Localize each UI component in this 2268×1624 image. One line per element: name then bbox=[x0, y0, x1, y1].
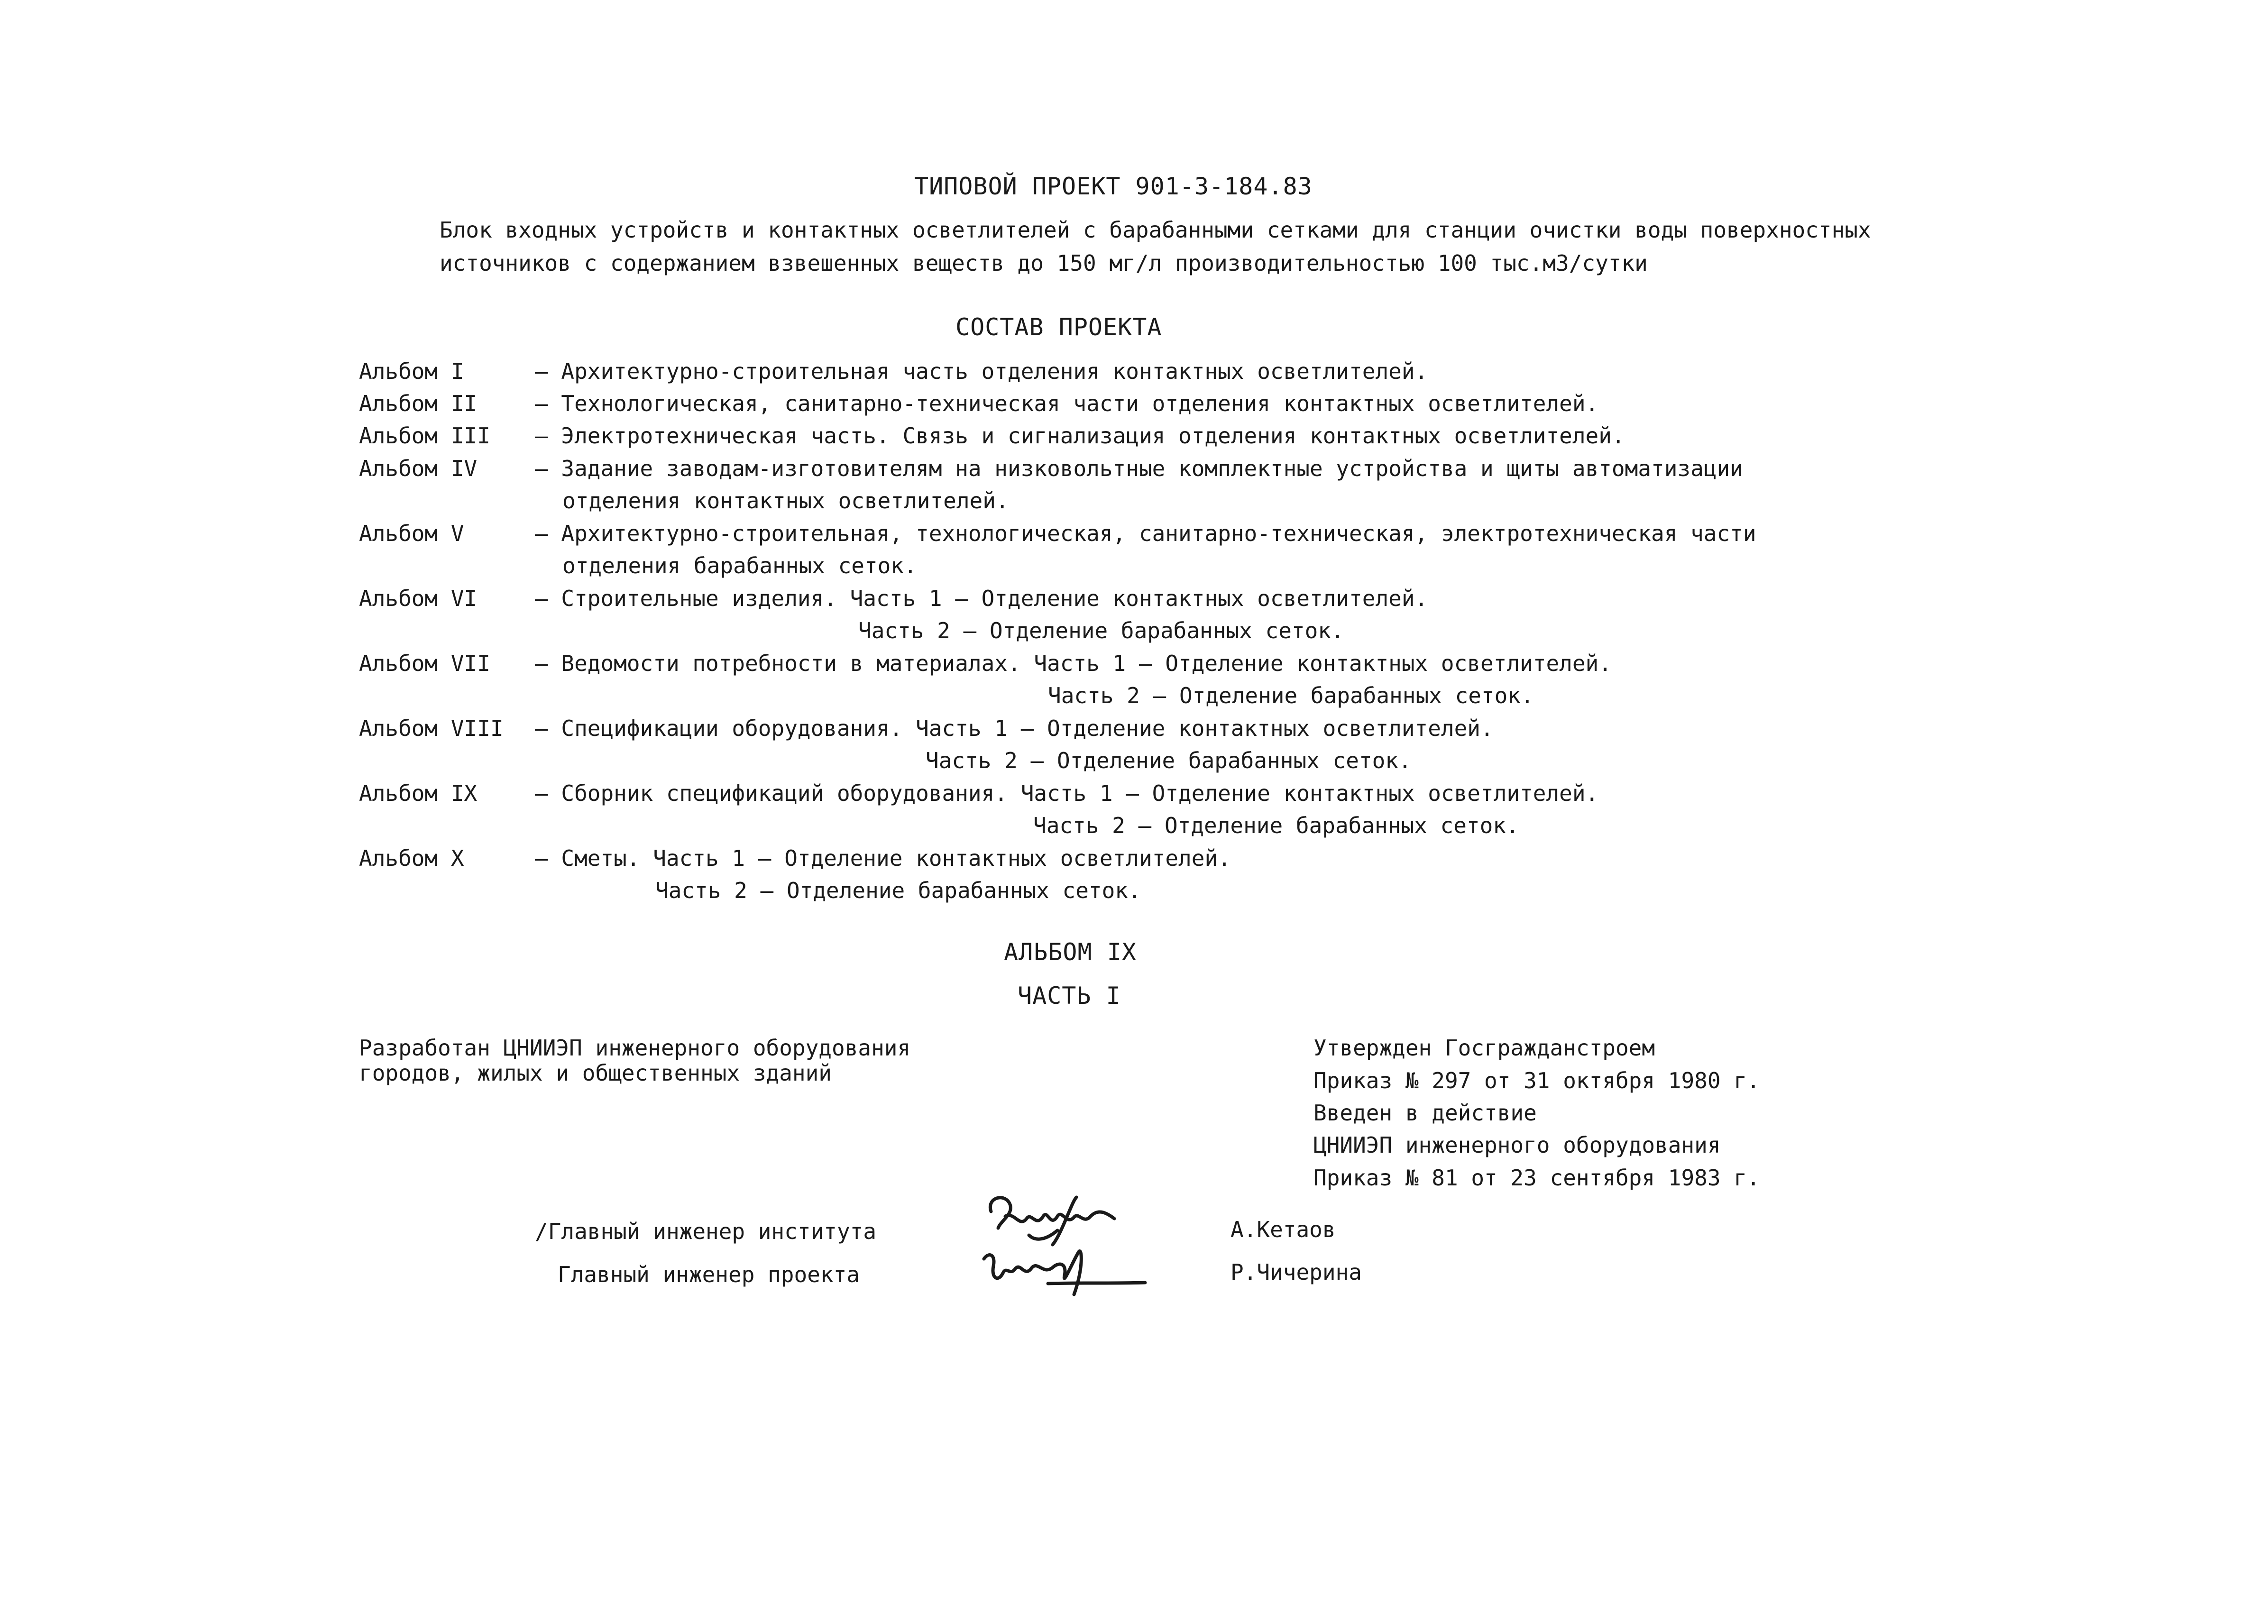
album-label: Альбом II bbox=[359, 391, 477, 416]
project-description-line-1: Блок входных устройств и контактных осветлителей с барабанными сетками для станции очистки воды поверхностных bbox=[440, 217, 1871, 243]
current-part-title: ЧАСТЬ I bbox=[1018, 982, 1121, 1009]
album-description: – Ведомости потребности в материалах. Часть 1 – Отделение контактных осветлителей. bbox=[535, 651, 1612, 676]
album-description: – Строительные изделия. Часть 1 – Отделение контактных осветлителей. bbox=[535, 586, 1428, 611]
signature-name: Р.Чичерина bbox=[1230, 1259, 1362, 1285]
album-description: – Сборник спецификаций оборудования. Часть 1 – Отделение контактных осветлителей. bbox=[535, 780, 1599, 806]
developer-line-1: Разработан ЦНИИЭП инженерного оборудования bbox=[359, 1035, 911, 1061]
album-description: – Сметы. Часть 1 – Отделение контактных осветлителей. bbox=[535, 845, 1231, 871]
album-label: Альбом X bbox=[359, 845, 464, 871]
album-description-continued: Часть 2 – Отделение барабанных сеток. bbox=[655, 878, 1141, 903]
project-description-line-2: источников с содержанием взвешенных веществ до 150 мг/л производительностью 100 тыс.м3/сутки bbox=[440, 250, 1648, 276]
album-description-continued: отделения контактных осветлителей. bbox=[562, 488, 1009, 514]
album-label: Альбом VI bbox=[359, 586, 477, 611]
album-description-continued: Часть 2 – Отделение барабанных сеток. bbox=[926, 748, 1412, 773]
approval-line-3: Введен в действие bbox=[1313, 1100, 1537, 1126]
album-description-continued: Часть 2 – Отделение барабанных сеток. bbox=[858, 618, 1344, 643]
album-description: – Задание заводам-изготовителям на низковольтные комплектные устройства и щиты автоматизации bbox=[535, 456, 1743, 481]
developer-line-2: городов, жилых и общественных зданий bbox=[359, 1060, 832, 1086]
approval-line-1: Утвержден Госгражданстроем bbox=[1313, 1035, 1655, 1061]
composition-title: СОСТАВ ПРОЕКТА bbox=[955, 313, 1162, 341]
handwritten-signature bbox=[977, 1240, 1152, 1302]
album-description: – Архитектурно-строительная часть отделения контактных осветлителей. bbox=[535, 358, 1428, 384]
album-label: Альбом I bbox=[359, 358, 464, 384]
album-description: – Спецификации оборудования. Часть 1 – Отделение контактных осветлителей. bbox=[535, 716, 1494, 741]
project-title: ТИПОВОЙ ПРОЕКТ 901-3-184.83 bbox=[914, 173, 1313, 200]
approval-line-2: Приказ № 297 от 31 октября 1980 г. bbox=[1313, 1068, 1760, 1093]
album-description: – Технологическая, санитарно-техническая части отделения контактных осветлителей. bbox=[535, 391, 1599, 416]
album-label: Альбом V bbox=[359, 521, 464, 546]
album-label: Альбом III bbox=[359, 423, 490, 449]
current-album-title: АЛЬБОМ IX bbox=[1004, 938, 1137, 966]
signature-role: /Главный инженер института bbox=[535, 1219, 877, 1244]
approval-line-4: ЦНИИЭП инженерного оборудования bbox=[1313, 1132, 1721, 1158]
signature-role: Главный инженер проекта bbox=[558, 1262, 860, 1287]
album-description-continued: Часть 2 – Отделение барабанных сеток. bbox=[1048, 683, 1534, 708]
album-description: – Архитектурно-строительная, технологическая, санитарно-техническая, электротехническая части bbox=[535, 521, 1756, 546]
album-description-continued: Часть 2 – Отделение барабанных сеток. bbox=[1033, 813, 1519, 838]
signature-name: А.Кетаов bbox=[1230, 1217, 1336, 1242]
album-label: Альбом IX bbox=[359, 780, 477, 806]
album-label: Альбом VII bbox=[359, 651, 490, 676]
album-description-continued: отделения барабанных сеток. bbox=[562, 553, 917, 578]
album-description: – Электротехническая часть. Связь и сигнализация отделения контактных осветлителей. bbox=[535, 423, 1625, 449]
album-label: Альбом VIII bbox=[359, 716, 504, 741]
approval-line-5: Приказ № 81 от 23 сентября 1983 г. bbox=[1313, 1165, 1760, 1191]
album-label: Альбом IV bbox=[359, 456, 477, 481]
